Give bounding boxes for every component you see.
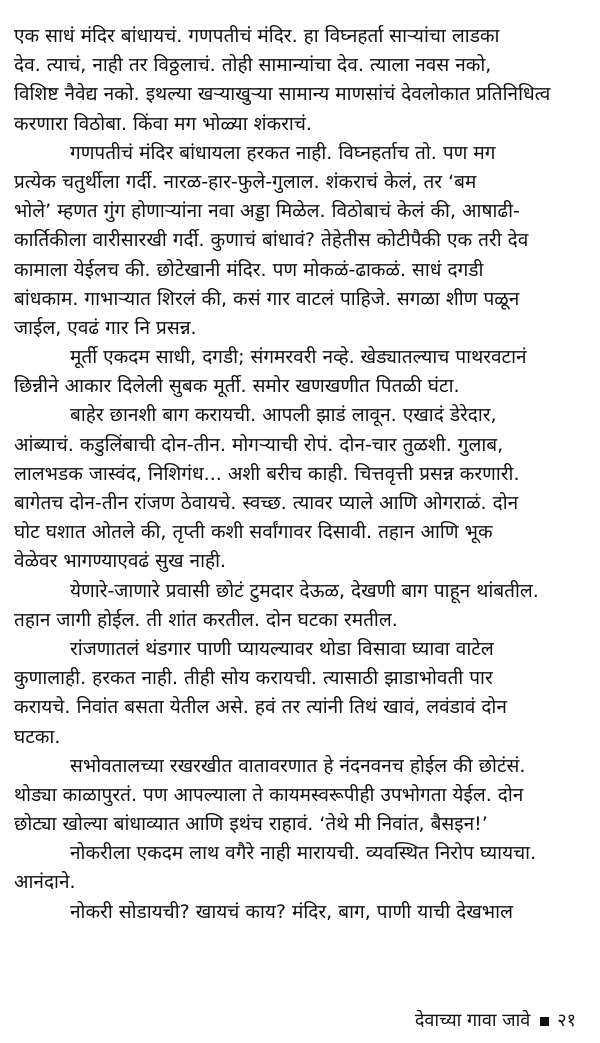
text-line: बाहेर छानशी बाग करायची. आपली झाडं लावून. एखादं डेरेदार, — [70, 404, 497, 427]
text-line: कार्तिकीला वारीसारखी गर्दी. कुणाचं बांधावं? तेहेतीस कोटीपैकी एक तरी देव — [14, 229, 529, 252]
text-line: तहान जागी होईल. ती शांत करतील. दोन घटका रमतील. — [14, 608, 398, 631]
text-line: करणारा विठोबा. किंवा मग भोळ्या शंकराचं. — [14, 112, 312, 135]
text-line: देव. त्याचं, नाही तर विठ्ठलाचं. तोही सामान्यांचा देव. त्याला नवस नको, — [14, 54, 492, 77]
text-line: सभोवतालच्या रखरखीत वातावरणात हे नंदनवनच होईल की छोटंसं. — [70, 754, 526, 777]
text-line: मूर्ती एकदम साधी, दगडी; संगमरवरी नव्हे. खेड्यातल्याच पाथरवटानं — [70, 346, 527, 369]
text-line: विशिष्ट नैवेद्य नको. इथल्या खऱ्याखुऱ्या सामान्य माणसांचं देवलोकात प्रतिनिधित्व — [14, 83, 551, 106]
text-line: आंब्याचं. कडुलिंबाची दोन-तीन. मोगऱ्याची रोपं. दोन-चार तुळशी. गुलाब, — [14, 433, 504, 456]
text-line: प्रत्येक चतुर्थीला गर्दी. नारळ-हार-फुले-गुलाल. शंकराचं केलं, तर ‘बम — [14, 170, 477, 193]
text-line: नोकरीला एकदम लाथ वगैरे नाही मारायची. व्यवस्थित निरोप घ्यायचा. — [70, 842, 537, 865]
text-line: एक साधं मंदिर बांधायचं. गणपतीचं मंदिर. हा विघ्नहर्ता साऱ्यांचा लाडका — [14, 25, 500, 47]
text-line: छोट्या खोल्या बांधाव्यात आणि इथंच राहावं. ‘तेथे मी निवांत, बैसइन!’ — [14, 813, 488, 836]
text-line: छिन्नीने आकार दिलेली सुबक मूर्ती. समोर खणखणीत पितळी घंटा. — [14, 375, 460, 398]
page-number: २१ — [557, 1010, 576, 1031]
page-text — [14, 22, 586, 927]
text-line: गणपतीचं मंदिर बांधायला हरकत नाही. विघ्नहर्ताच तो. पण मग — [70, 141, 496, 164]
text-line: रांजणातलं थंडगार पाणी प्यायल्यावर थोडा विसावा घ्यावा वाटेल — [70, 637, 494, 660]
text-line: जाईल, एवढं गार नि प्रसन्न. — [14, 316, 197, 339]
text-line: बांधकाम. गाभाऱ्यात शिरलं की, कसं गार वाटलं पाहिजे. सगळा शीण पळून — [14, 287, 520, 310]
square-bullet-icon — [540, 1017, 549, 1026]
text-line: येणारे-जाणारे प्रवासी छोटं टुमदार देऊळ, देखणी बाग पाहून थांबतील. — [70, 579, 539, 602]
text-line: कुणालाही. हरकत नाही. तीही सोय करायची. त्यासाठी झाडाभोवती पार — [14, 667, 493, 690]
text-line: भोले’ म्हणत गुंग होणाऱ्यांना नवा अड्डा मिळेल. विठोबाचं केलं की, आषाढी- — [14, 200, 520, 223]
text-line: घटका. — [14, 725, 61, 748]
page-footer — [415, 1009, 576, 1033]
footer-title: देवाच्या गावा जावे — [414, 1010, 531, 1031]
text-line: आनंदाने. — [14, 871, 76, 894]
text-line: थोड्या काळापुरतं. पण आपल्याला ते कायमस्वरूपीही उपभोगता येईल. दोन — [14, 783, 524, 806]
text-line: वेळेवर भागण्याएवढं सुख नाही. — [14, 550, 227, 573]
text-line: घोट घशात ओतले की, तृप्ती कशी सर्वांगावर दिसावी. तहान आणि भूक — [14, 521, 493, 544]
text-line: नोकरी सोडायची? खायचं काय? मंदिर, बाग, पाणी याची देखभाल — [70, 900, 513, 923]
text-line: लालभडक जास्वंद, निशिगंध... अशी बरीच काही. चित्तवृत्ती प्रसन्न करणारी. — [14, 462, 520, 485]
text-line: कामाला येईलच की. छोटेखानी मंदिर. पण मोकळं-ढाकळं. साधं दगडी — [14, 258, 484, 281]
text-line: बागेतच दोन-तीन रांजण ठेवायचे. स्वच्छ. त्यावर प्याले आणि ओगराळं. दोन — [14, 492, 519, 514]
text-line: करायचे. निवांत बसता येतील असे. हवं तर त्यांनी तिथं खावं, लवंडावं दोन — [14, 696, 507, 719]
